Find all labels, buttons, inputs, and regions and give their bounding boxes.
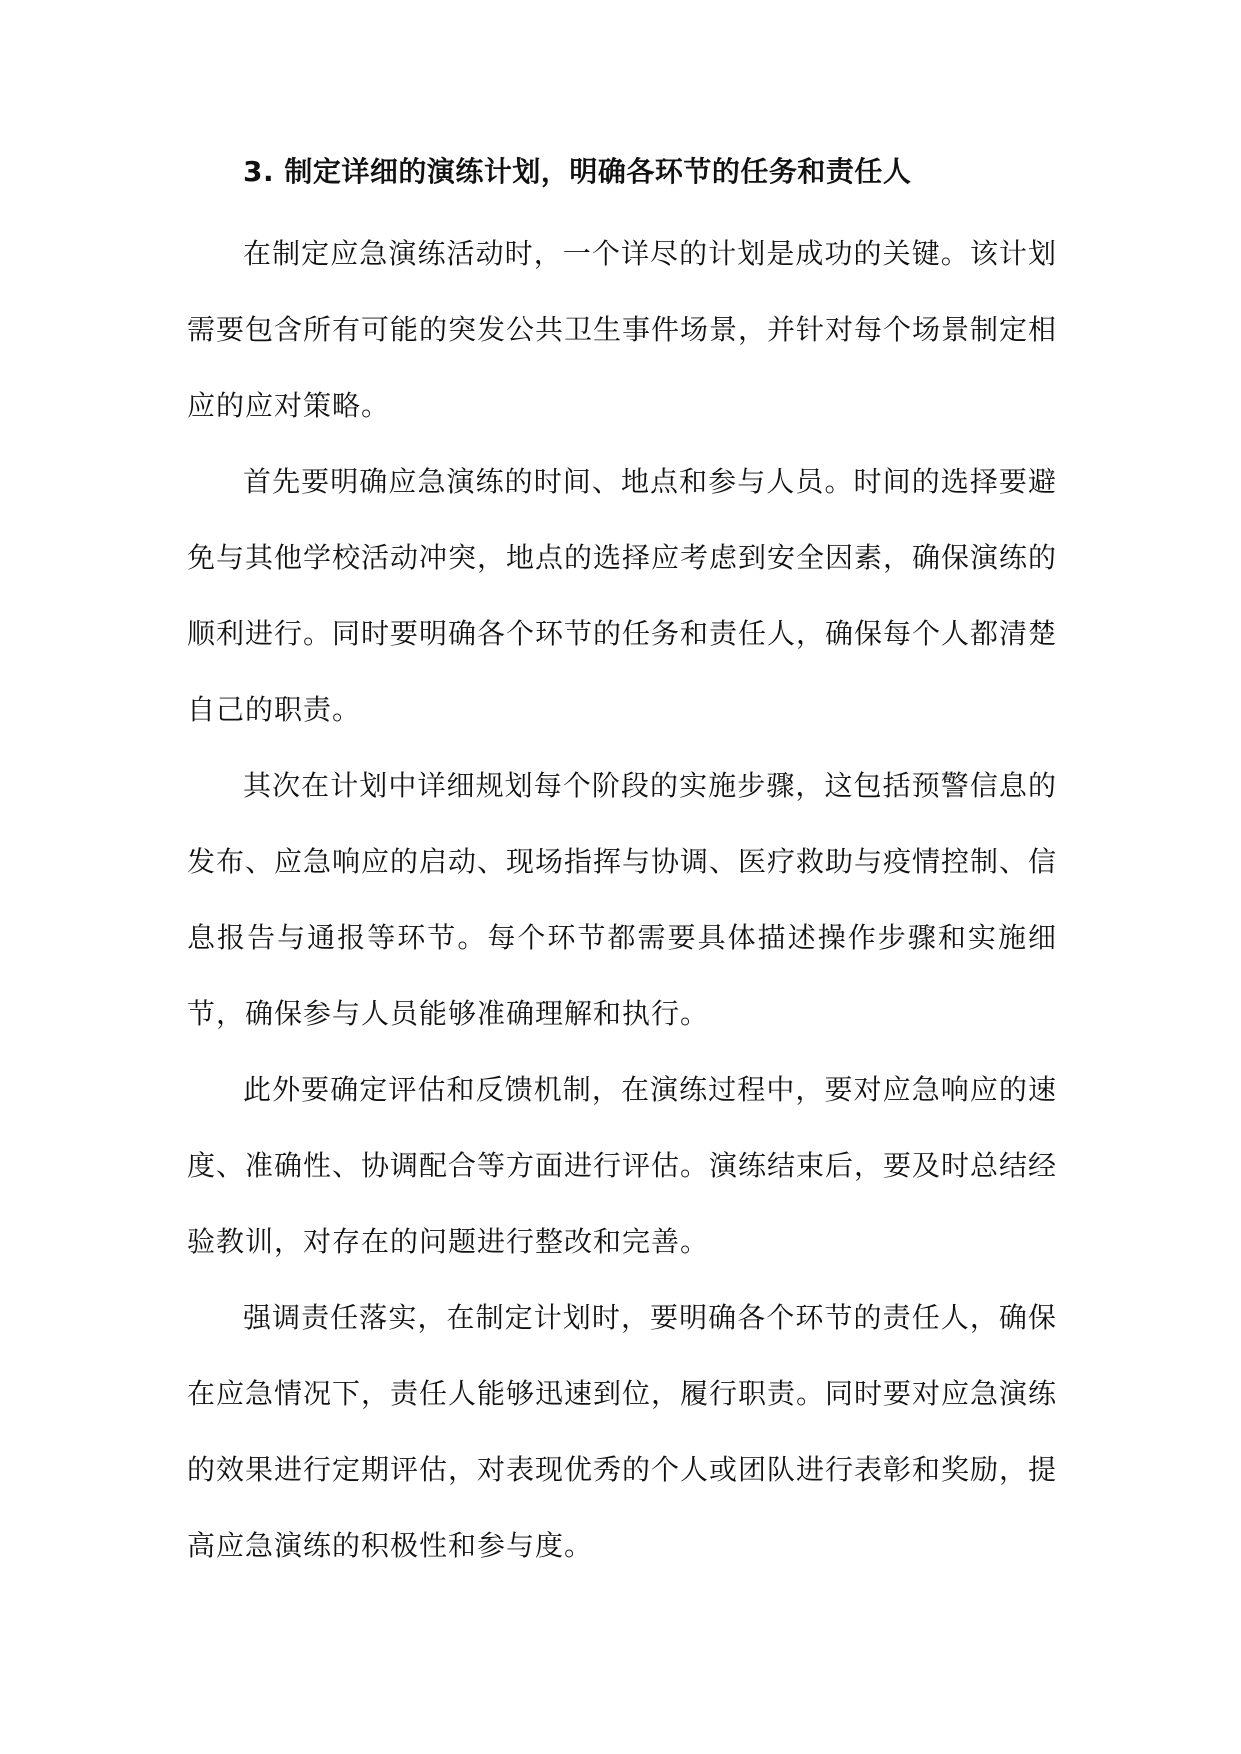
paragraph-4: 此外要确定评估和反馈机制，在演练过程中，要对应急响应的速度、准确性、协调配合等方面进行评估。演练结束后，要及时总结经验教训，对存在的问题进行整改和完善。 — [187, 1073, 1058, 1258]
paragraph-2: 首先要明确应急演练的时间、地点和参与人员。时间的选择要避免与其他学校活动冲突，地点的选择应考虑到安全因素，确保演练的顺利进行。同时要明确各个环节的任务和责任人，确保每个人都清楚自己的职责。 — [187, 465, 1058, 726]
paragraph-3: 其次在计划中详细规划每个阶段的实施步骤，这包括预警信息的发布、应急响应的启动、现场指挥与协调、医疗救助与疫情控制、信息报告与通报等环节。每个环节都需要具体描述操作步骤和实施细节，确保参与人员能够准确理解和执行。 — [187, 769, 1058, 1030]
paragraph-1: 在制定应急演练活动时，一个详尽的计划是成功的关键。该计划需要包含所有可能的突发公共卫生事件场景，并针对每个场景制定相应的应对策略。 — [187, 237, 1058, 422]
heading-spacer — [187, 202, 1057, 216]
section-heading: 3. 制定详细的演练计划，明确各环节的任务和责任人 — [243, 155, 912, 188]
paragraph-5: 强调责任落实，在制定计划时，要明确各个环节的责任人，确保在应急情况下，责任人能够迅速到位，履行职责。同时要对应急演练的效果进行定期评估，对表现优秀的个人或团队进行表彰和奖励，提高应急演练的积极性和参与度。 — [187, 1301, 1058, 1562]
document-body — [187, 142, 1057, 1584]
